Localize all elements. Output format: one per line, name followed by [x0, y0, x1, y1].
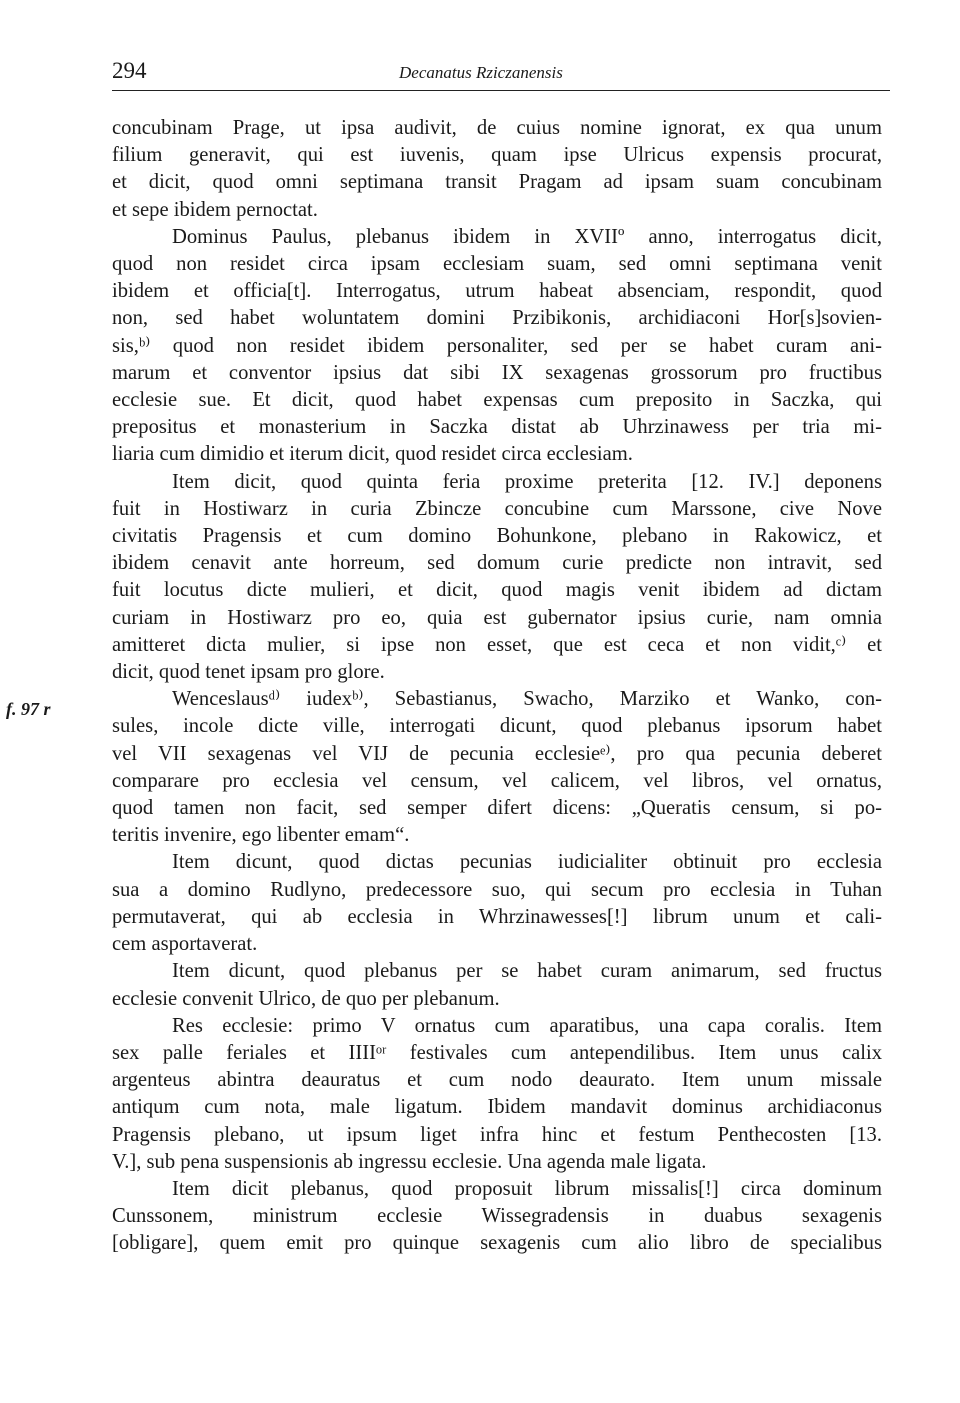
paragraph [112, 1013, 882, 1176]
document-body [112, 115, 882, 1258]
running-header [112, 56, 890, 91]
text-line: permutaverat, qui ab ecclesia in Whrzinawesses[!] librum unum et cali- [112, 905, 882, 928]
text-line: marum et conventor ipsius dat sibi IX sexagenas grossorum pro fructibus [112, 361, 882, 384]
text-line: Pragensis plebano, ut ipsum liget infra hinc et festum Penthecosten [13. [112, 1123, 882, 1146]
text-line: Cunssonem, ministrum ecclesie Wissegradensis in duabus sexagenis [112, 1205, 882, 1228]
text-line: argenteus abintra deauratus et cum nodo deaurato. Item unum missale [112, 1069, 882, 1092]
text-line: et sepe ibidem pernoctat. [112, 198, 318, 221]
text-line: [obligare], quem emit pro quinque sexagenis cum alio libro de specialibus [112, 1232, 882, 1255]
text-line: Item dicunt, quod plebanus per se habet curam animarum, sed fructus [172, 960, 882, 983]
text-line: quod non residet circa ipsam ecclesiam suam, sed omni septimana venit [112, 253, 882, 276]
text-line: liaria cum dimidio et iterum dicit, quod residet circa ecclesiam. [112, 443, 633, 466]
text-line: curiam in Hostiwarz pro eo, quia est gubernator ipsius curie, nam omnia [112, 606, 882, 629]
text-line: sua a domino Rudlyno, predecessore suo, qui secum pro ecclesia in Tuhan [112, 878, 882, 901]
paragraph [112, 1176, 882, 1258]
text-line: sules, incole dicte ville, interrogati dicunt, quod plebanus ipsorum habet [112, 715, 882, 738]
text-line: antiqum cum nota, male ligatum. Ibidem mandavit dominus archidiaconus [112, 1096, 882, 1119]
text-line: sis,ᵇ⁾ quod non residet ibidem personaliter, sed per se habet curam ani- [112, 334, 882, 357]
text-line: filium generavit, qui est iuvenis, quam ipse Ulricus expensis procurat, [112, 144, 882, 167]
text-line: dicit, quod tenet ipsam pro glore. [112, 661, 385, 684]
running-title: Decanatus Rziczanensis [399, 63, 563, 82]
text-line: sex palle feriales et IIIIᵒʳ festivales cum antependilibus. Item unus calix [112, 1041, 882, 1064]
text-line: amitteret dicta mulier, si ipse non esset, que est ceca et non vidit,ᶜ⁾ et [112, 633, 882, 656]
text-line: civitatis Pragensis et cum domino Bohunkone, plebano in Rakowicz, et [112, 525, 882, 548]
paragraph [112, 224, 882, 469]
paragraph [112, 849, 882, 958]
text-line: Res ecclesie: primo V ornatus cum aparatibus, una capa coralis. Item [172, 1014, 882, 1037]
text-line: ecclesie sue. Et dicit, quod habet expensas cum preposito in Saczka, qui [112, 389, 882, 412]
text-line: cem asportaverat. [112, 933, 258, 956]
text-line: fuit in Hostiwarz in curia Zbincze concubine cum Marssone, cive Nove [112, 497, 882, 520]
text-line: ibidem et officia[t]. Interrogatus, utrum habeat absenciam, respondit, quod [112, 280, 882, 303]
text-line: comparare pro ecclesia vel censum, vel calicem, vel libros, vel ornatus, [112, 769, 882, 792]
text-line: Item dicunt, quod dictas pecunias iudicialiter obtinuit pro ecclesia [172, 851, 882, 874]
text-line: Dominus Paulus, plebanus ibidem in XVIIº anno, interrogatus dicit, [172, 225, 882, 248]
text-line: Item dicit, quod quinta feria proxime preterita [12. IV.] deponens [172, 470, 882, 493]
text-line: Item dicit plebanus, quod proposuit librum missalis[!] circa dominum [172, 1177, 882, 1200]
paragraph [112, 958, 882, 1012]
text-line: fuit locutus dicte mulieri, et dicit, quod magis venit ibidem ad dictam [112, 579, 882, 602]
text-line: concubinam Prage, ut ipsa audivit, de cuius nomine ignorat, ex qua unum [112, 117, 882, 139]
text-line: vel VII sexagenas vel VIJ de pecunia ecclesieᵉ⁾, pro qua pecunia deberet [112, 742, 882, 765]
folio-margin-note: f. 97 r [6, 699, 51, 719]
text-line: prepositus et monasterium in Saczka distat ab Uhrzinawess per tria mi- [112, 416, 882, 439]
text-line: ecclesie convenit Ulrico, de quo per plebanum. [112, 987, 500, 1010]
text-line: non, sed habet woluntatem domini Przibikonis, archidiaconi Hor[s]sovien- [112, 307, 882, 330]
paragraph [112, 469, 882, 687]
page-number: 294 [112, 58, 147, 83]
paragraph [112, 686, 882, 849]
text-line: Wenceslausᵈ⁾ iudexᵇ⁾, Sebastianus, Swacho, Marziko et Wanko, con- [172, 688, 882, 711]
text-line: V.], sub pena suspensionis ab ingressu ecclesie. Una agenda male ligata. [112, 1150, 707, 1173]
text-line: ibidem cenavit ante horreum, sed domum curie predicte non intravit, sed [112, 552, 882, 575]
text-line: et dicit, quod omni septimana transit Pragam ad ipsam suam concubinam [112, 171, 882, 194]
paragraph [112, 115, 882, 224]
text-line: teritis invenire, ego libenter emam“. [112, 824, 410, 847]
text-line: quod tamen non facit, sed semper difert dicens: „Queratis censum, si po- [112, 797, 882, 820]
